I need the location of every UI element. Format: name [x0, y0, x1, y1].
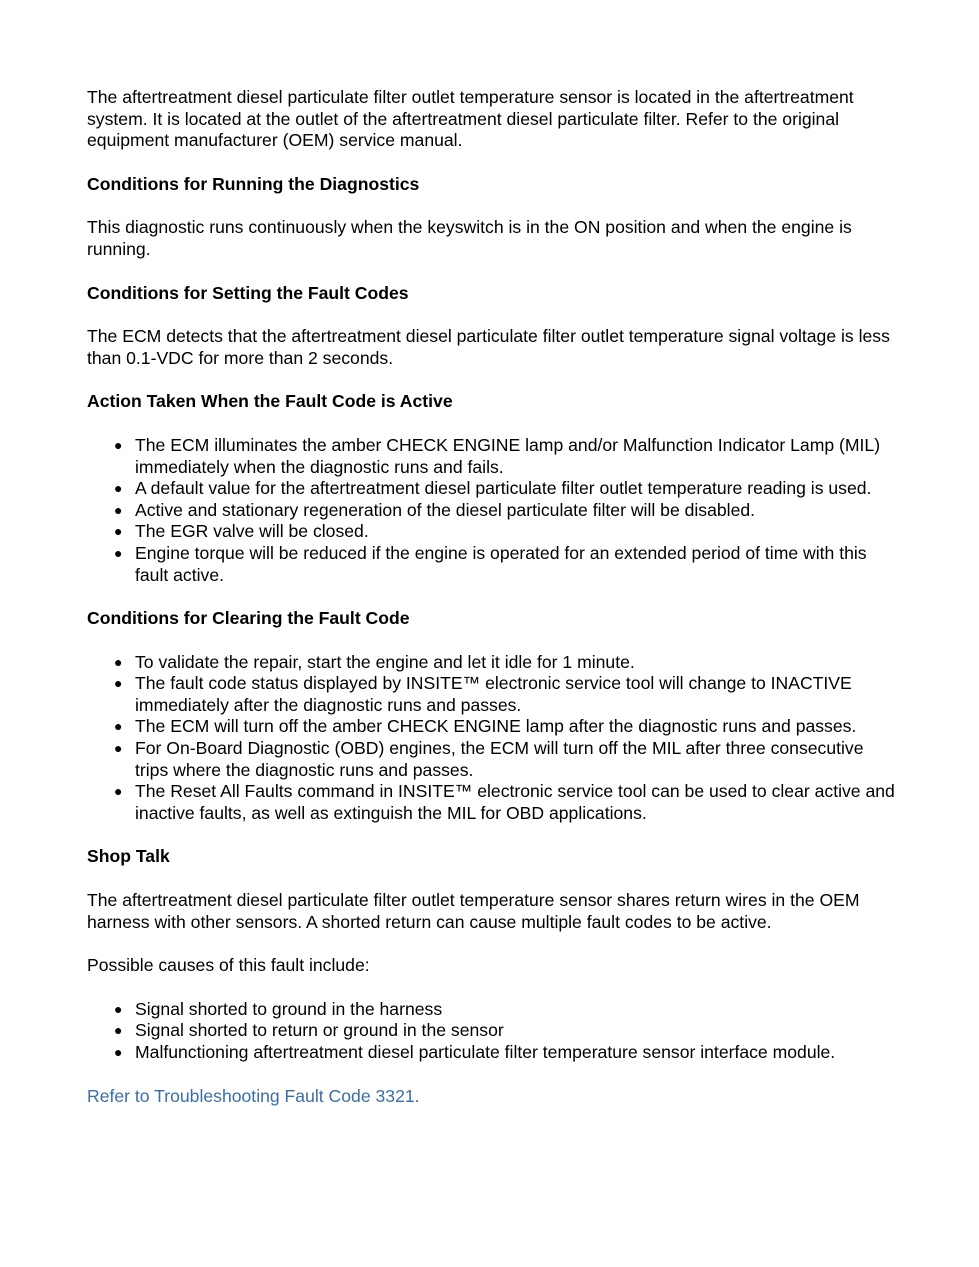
list-item-text: For On-Board Diagnostic (OBD) engines, the ECM will turn off the MIL after three consecutive trips where the diagnostic runs and passes.: [135, 738, 864, 780]
list-item-text: A default value for the aftertreatment diesel particulate filter outlet temperature reading is used.: [135, 478, 872, 499]
list-item: [114, 542, 897, 586]
link-paragraph: [87, 1086, 897, 1108]
list-item: [114, 1020, 897, 1042]
list-item: [114, 434, 897, 478]
list-item-text: The ECM illuminates the amber CHECK ENGINE lamp and/or Malfunction Indicator Lamp (MIL) immediately when the diagnostic runs and fails.: [135, 434, 881, 477]
list-item: [114, 738, 897, 781]
clearing-list: [87, 652, 897, 825]
list-item-text: Signal shorted to return or ground in the sensor: [135, 1020, 504, 1041]
causes-intro: Possible causes of this fault include:: [87, 955, 370, 976]
bullet-icon: ●: [114, 1044, 123, 1060]
setting-paragraph: The ECM detects that the aftertreatment diesel particulate filter outlet temperature signal voltage is less than 0.1-VDC for more than 2 seconds.: [87, 326, 890, 368]
bullet-icon: ●: [114, 523, 123, 540]
list-item-text: Malfunctioning aftertreatment diesel particulate filter temperature sensor interface module.: [135, 1042, 836, 1062]
bullet-icon: ●: [114, 1022, 123, 1039]
list-item: [114, 673, 897, 716]
list-item: [114, 499, 897, 522]
bullet-icon: ●: [114, 480, 123, 497]
shoptalk-heading: Shop Talk: [87, 846, 170, 867]
list-item: [114, 651, 897, 674]
bullet-icon: ●: [114, 718, 123, 735]
bullet-icon: ●: [114, 653, 123, 670]
list-item-text: The ECM will turn off the amber CHECK ENGINE lamp after the diagnostic runs and passes.: [135, 716, 857, 737]
list-item: [114, 716, 897, 738]
intro-paragraph: The aftertreatment diesel particulate filter outlet temperature sensor is located in the aftertreatment system. It is located at the outlet of the aftertreatment diesel particulate filter. Refer to the original equipment manufacturer (OEM) service manual.: [87, 87, 854, 151]
bullet-icon: ●: [114, 544, 123, 561]
bullet-icon: ●: [114, 740, 123, 757]
shoptalk-paragraph: The aftertreatment diesel particulate filter outlet temperature sensor shares return wires in the OEM harness with other sensors. A shorted return can cause multiple fault codes to be active.: [87, 890, 860, 932]
list-item-text: The fault code status displayed by INSITE™ electronic service tool will change to INACTIVE immediately after the diagnostic runs and passes.: [135, 673, 852, 715]
bullet-icon: ●: [114, 675, 123, 692]
action-list: [87, 435, 897, 586]
setting-heading: Conditions for Setting the Fault Codes: [87, 282, 409, 303]
list-item-text: Active and stationary regeneration of the diesel particulate filter will be disabled.: [135, 499, 756, 520]
action-heading: Action Taken When the Fault Code is Active: [87, 391, 453, 412]
troubleshooting-link[interactable]: Refer to Troubleshooting Fault Code 3321.: [87, 1085, 420, 1106]
causes-list: [87, 999, 897, 1064]
list-item: [114, 521, 897, 543]
list-item-text: Engine torque will be reduced if the engine is operated for an extended period of time with this fault active.: [135, 542, 867, 585]
list-item-text: To validate the repair, start the engine and let it idle for 1 minute.: [135, 651, 635, 672]
list-item: [114, 1042, 897, 1064]
bullet-icon: ●: [114, 501, 123, 518]
list-item-text: The Reset All Faults command in INSITE™ electronic service tool can be used to clear active and inactive faults, as well as extinguish the MIL for OBD applications.: [135, 781, 895, 823]
list-item: [114, 478, 897, 500]
list-item: [114, 998, 897, 1021]
list-item-text: Signal shorted to ground in the harness: [135, 998, 443, 1019]
bullet-icon: ●: [114, 1000, 123, 1017]
list-item: [114, 781, 897, 824]
bullet-icon: ●: [114, 436, 123, 453]
running-paragraph: This diagnostic runs continuously when the keyswitch is in the ON position and when the engine is running.: [87, 217, 852, 259]
list-item-text: The EGR valve will be closed.: [135, 521, 369, 542]
clearing-heading: Conditions for Clearing the Fault Code: [87, 608, 410, 629]
running-heading: Conditions for Running the Diagnostics: [87, 173, 420, 194]
bullet-icon: ●: [114, 783, 123, 800]
document-page: [87, 87, 897, 1129]
